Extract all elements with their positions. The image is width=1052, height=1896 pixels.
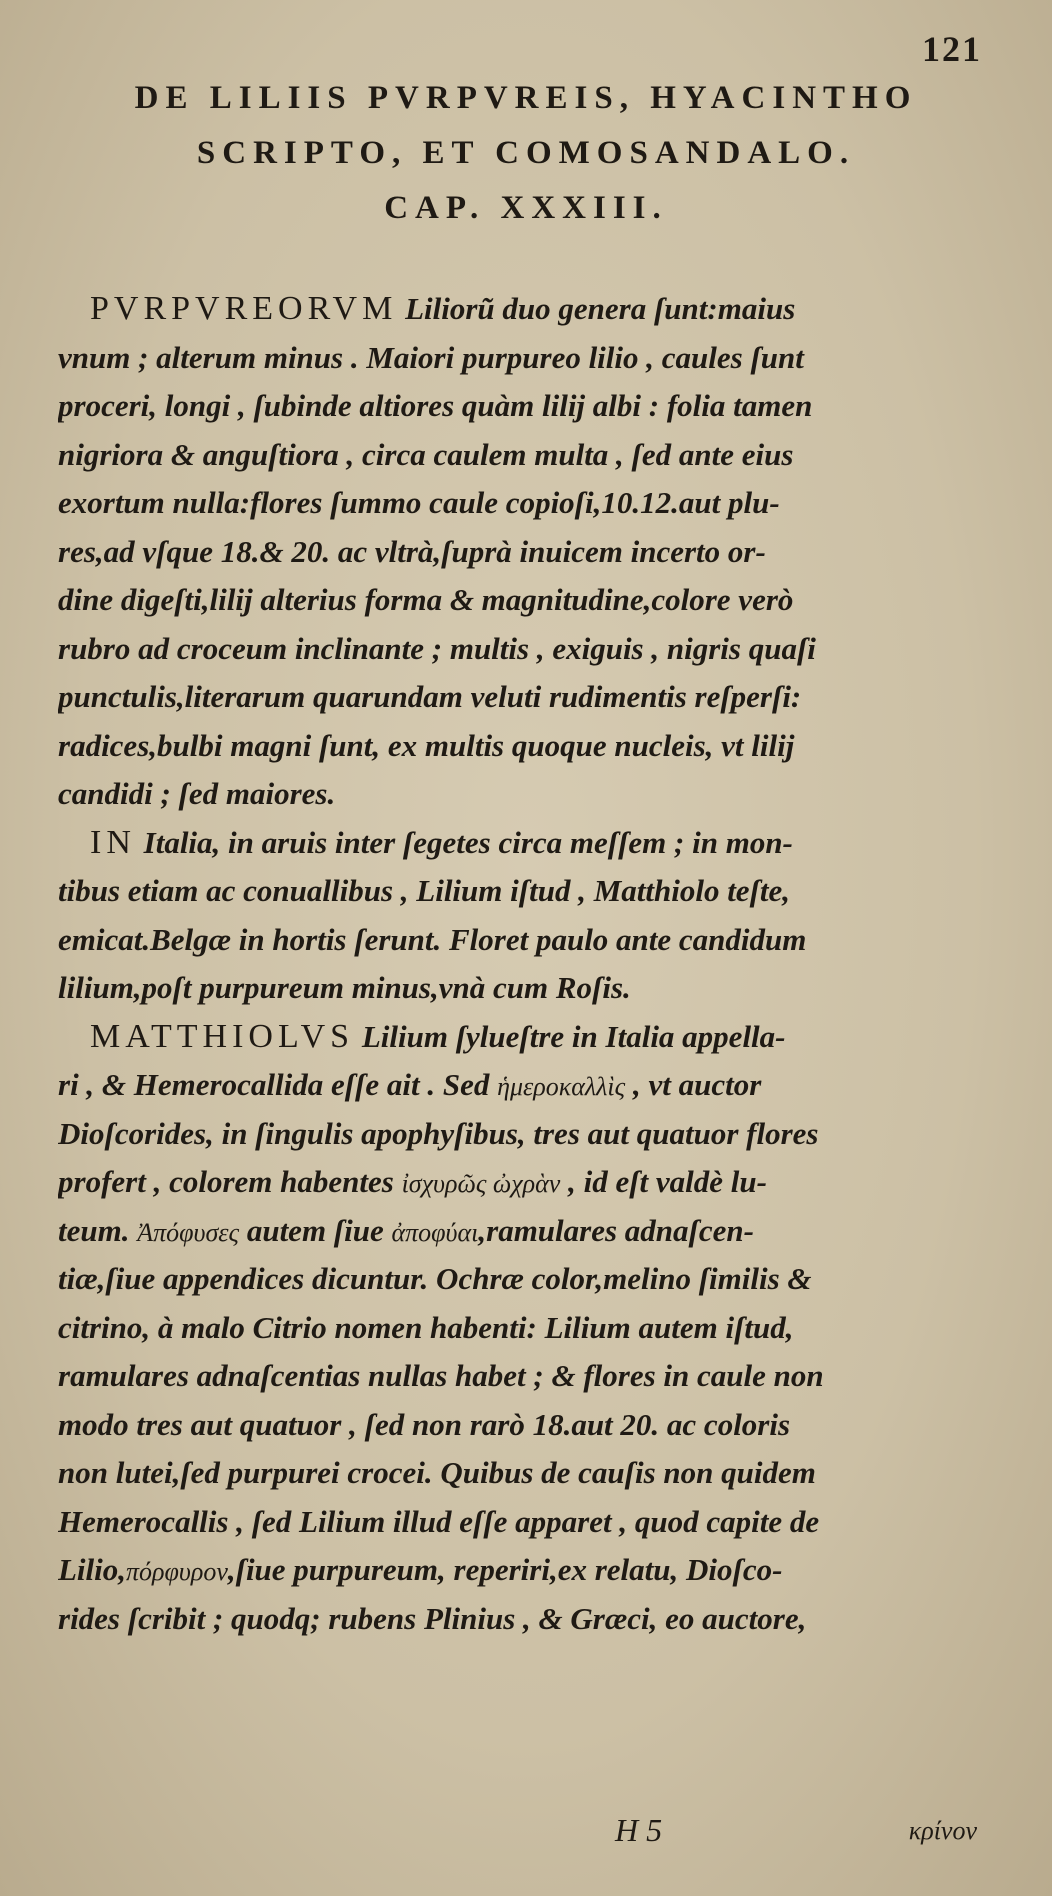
text-line: IN Italia, in aruis inter ſegetes circa meſſem ; in mon- xyxy=(90,823,793,861)
text-line: Lilio,πόρφυρον,ſiue purpureum, reperiri,ex relatu, Dioſco- xyxy=(58,1552,783,1587)
text-line: radices,bulbi magni ſunt, ex multis quoque nucleis, vt lilij xyxy=(58,727,795,763)
text-line: tiæ,ſiue appendices dicuntur. Ochræ color,melino ſimilis & xyxy=(58,1261,812,1296)
text-line: citrino, à malo Citrio nomen habenti: Lilium autem iſtud, xyxy=(58,1309,794,1345)
paragraph-small-caps: IN xyxy=(90,823,136,861)
text-line: PVRPVREORVM Liliorũ duo genera ſunt:maius xyxy=(90,290,796,327)
text-line: res,ad vſque 18.& 20. ac vltrà,ſuprà inuicem incerto or- xyxy=(58,533,766,569)
text-line: rubro ad croceum inclinante ; multis , exiguis , nigris quaſi xyxy=(58,630,816,666)
text-line: vnum ; alterum minus . Maiori purpureo lilio , caules ſunt xyxy=(58,339,804,375)
text-line: punctulis,literarum quarundam veluti rudimentis reſperſi: xyxy=(58,679,802,714)
greek-word: ἰσχυρῶς ὠχρὰν xyxy=(401,1169,561,1198)
catchword: κρίνον xyxy=(908,1816,977,1845)
chapter-number: CAP. XXXIII. xyxy=(384,190,668,226)
opening-small-caps: PVRPVREORVM xyxy=(90,290,398,327)
text-line: Dioſcorides, in ſingulis apophyſibus, tres aut quatuor flores xyxy=(58,1115,819,1151)
text-line: modo tres aut quatuor , ſed non rarò 18.aut 20. ac coloris xyxy=(58,1406,791,1442)
text-line: rides ſcribit ; quodq; rubens Plinius , & Græci, eo auctore, xyxy=(58,1600,807,1636)
text-line: candidi ; ſed maiores. xyxy=(58,776,336,811)
text-line: dine digeſti,lilij alterius forma & magnitudine,colore verò xyxy=(58,582,794,617)
text-line: nigriora & anguſtiora , circa caulem multa , ſed ante eius xyxy=(58,436,794,472)
text-line: non lutei,ſed purpurei crocei. Quibus de cauſis non quidem xyxy=(58,1455,816,1490)
text-line: lilium,poſt purpureum minus,vnà cum Roſis. xyxy=(58,970,631,1005)
text-line: Hemerocallis , ſed Lilium illud eſſe apparet , quod capite de xyxy=(58,1503,820,1539)
paragraph-small-caps: MATTHIOLVS xyxy=(90,1017,355,1055)
text-line: emicat.Belgæ in hortis ſerunt. Floret paulo ante candidum xyxy=(58,921,807,957)
text-line: tibus etiam ac conuallibus , Lilium iſtud , Matthiolo teſte, xyxy=(58,873,791,908)
signature-mark: H 5 xyxy=(615,1812,663,1848)
greek-word: ἀποφύαι xyxy=(391,1217,479,1247)
greek-word: πόρφυρον xyxy=(126,1557,228,1586)
chapter-heading-line-2: SCRIPTO, ET COMOSANDALO. xyxy=(196,135,856,171)
page-footer xyxy=(0,1812,1052,1862)
text-line: ramulares adnaſcentias nullas habet ; & flores in caule non xyxy=(58,1358,824,1393)
text-line: ri , & Hemerocallida eſſe ait . Sed ἡμεροκαλλὶς , vt auctor xyxy=(58,1067,762,1102)
text-line: teum. Ἀπόφυσες autem ſiue ἀποφύαι,ramulares adnaſcen- xyxy=(58,1212,754,1248)
text-line: MATTHIOLVS Lilium ſylueſtre in Italia appella- xyxy=(90,1017,786,1055)
greek-word: Ἀπόφυσες xyxy=(137,1217,240,1247)
greek-word: ἡμεροκαλλὶς xyxy=(497,1072,626,1101)
text-line: exortum nulla:flores ſummo caule copioſi,10.12.aut plu- xyxy=(58,485,780,520)
text-line: profert , colorem habentes ἰσχυρῶς ὠχρὰν , id eſt valdè lu- xyxy=(58,1164,767,1199)
chapter-heading-line-1: DE LILIIS PVRPVREIS, HYACINTHO xyxy=(134,80,918,116)
body-text xyxy=(58,285,993,1643)
page-number: 121 xyxy=(922,29,982,69)
text-line: proceri, longi , ſubinde altiores quàm lilij albi : folia tamen xyxy=(58,388,813,423)
